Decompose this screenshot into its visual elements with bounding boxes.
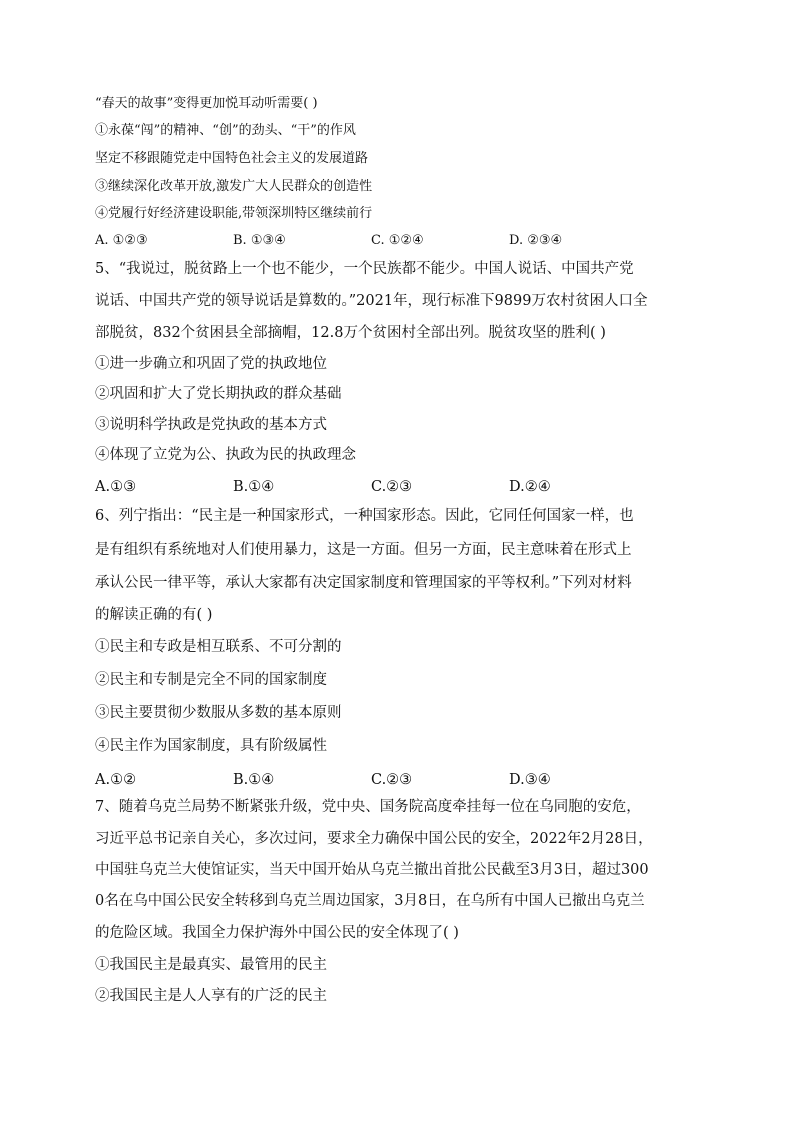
q6-stem-line-4: 的解读正确的有( ): [95, 607, 213, 623]
q6-option-a: A.①②: [95, 772, 137, 788]
q6-option-c: C.②③: [371, 772, 413, 788]
q5-option-c: C.②③: [371, 479, 413, 495]
q7-item-2: ②我国民主是人人享有的广泛的民主: [95, 988, 327, 1004]
q5-stem-line-2: 说话、中国共产党的领导说话是算数的。”2021年，现行标准下9899万农村贫困人口全: [95, 293, 648, 309]
q6-item-2: ②民主和专制是完全不同的国家制度: [95, 672, 327, 688]
q5-option-b: B.①④: [233, 479, 275, 495]
q5-option-d: D.②④: [509, 479, 551, 495]
q4-option-c: C. ①②④: [371, 233, 424, 248]
q6-option-d: D.③④: [509, 772, 551, 788]
q7-stem-line-4: 0名在乌中国公民安全转移到乌克兰周边国家，3月8日，在乌所有中国人已撤出乌克兰: [95, 893, 645, 909]
q7-stem-line-2: 习近平总书记亲自关心，多次过问，要求全力确保中国公民的安全，2022年2月28日，: [95, 831, 653, 847]
q6-item-3: ③民主要贯彻少数服从多数的基本原则: [95, 705, 342, 721]
q6-stem-line-3: 承认公民一律平等，承认大家都有决定国家制度和管理国家的平等权利。”下列对材料: [95, 575, 632, 591]
q6-stem-line-1: 6、列宁指出：“民主是一种国家形式，一种国家形态。因此，它同任何国家一样，也: [95, 508, 634, 524]
q4-option-d: D. ②③④: [509, 233, 563, 248]
q4-stem-tail: “春天的故事”变得更加悦耳动听需要( ): [95, 96, 318, 111]
q5-stem-line-3: 部脱贫，832个贫困县全部摘帽，12.8万个贫困村全部出列。脱贫攻坚的胜利( ): [95, 325, 606, 341]
q5-item-4: ④体现了立党为公、执政为民的执政理念: [95, 447, 356, 463]
q7-stem-line-5: 的危险区域。我国全力保护海外中国公民的安全体现了( ): [95, 925, 459, 941]
q4-item-1: ①永葆“闯”的精神、“创”的劲头、“干”的作风: [95, 123, 356, 138]
q6-item-4: ④民主作为国家制度，具有阶级属性: [95, 738, 327, 754]
q4-item-2: 坚定不移跟随党走中国特色社会主义的发展道路: [95, 151, 369, 166]
q5-option-a: A.①③: [95, 479, 137, 495]
q7-stem-line-1: 7、随着乌克兰局势不断紧张升级，党中央、国务院高度牵挂每一位在乌同胞的安危，: [95, 799, 641, 815]
q4-option-a: A. ①②③: [95, 233, 148, 248]
q5-stem-line-1: 5、“我说过，脱贫路上一个也不能少，一个民族都不能少。中国人说话、中国共产党: [95, 261, 634, 277]
q6-option-b: B.①④: [233, 772, 275, 788]
q5-item-3: ③说明科学执政是党执政的基本方式: [95, 417, 327, 433]
q4-item-3: ③继续深化改革开放,激发广大人民群众的创造性: [95, 179, 373, 194]
q4-option-b: B. ①③④: [233, 233, 286, 248]
q6-item-1: ①民主和专政是相互联系、不可分割的: [95, 639, 342, 655]
q5-item-1: ①进一步确立和巩固了党的执政地位: [95, 356, 327, 372]
q7-item-1: ①我国民主是最真实、最管用的民主: [95, 957, 327, 973]
q6-stem-line-2: 是有组织有系统地对人们使用暴力，这是一方面。但另一方面，民主意味着在形式上: [95, 542, 632, 558]
q5-item-2: ②巩固和扩大了党长期执政的群众基础: [95, 386, 342, 402]
q7-stem-line-3: 中国驻乌克兰大使馆证实，当天中国开始从乌克兰撤出首批公民截至3月3日，超过300: [95, 862, 649, 878]
q4-item-4: ④党履行好经济建设职能,带领深圳特区继续前行: [95, 206, 373, 221]
